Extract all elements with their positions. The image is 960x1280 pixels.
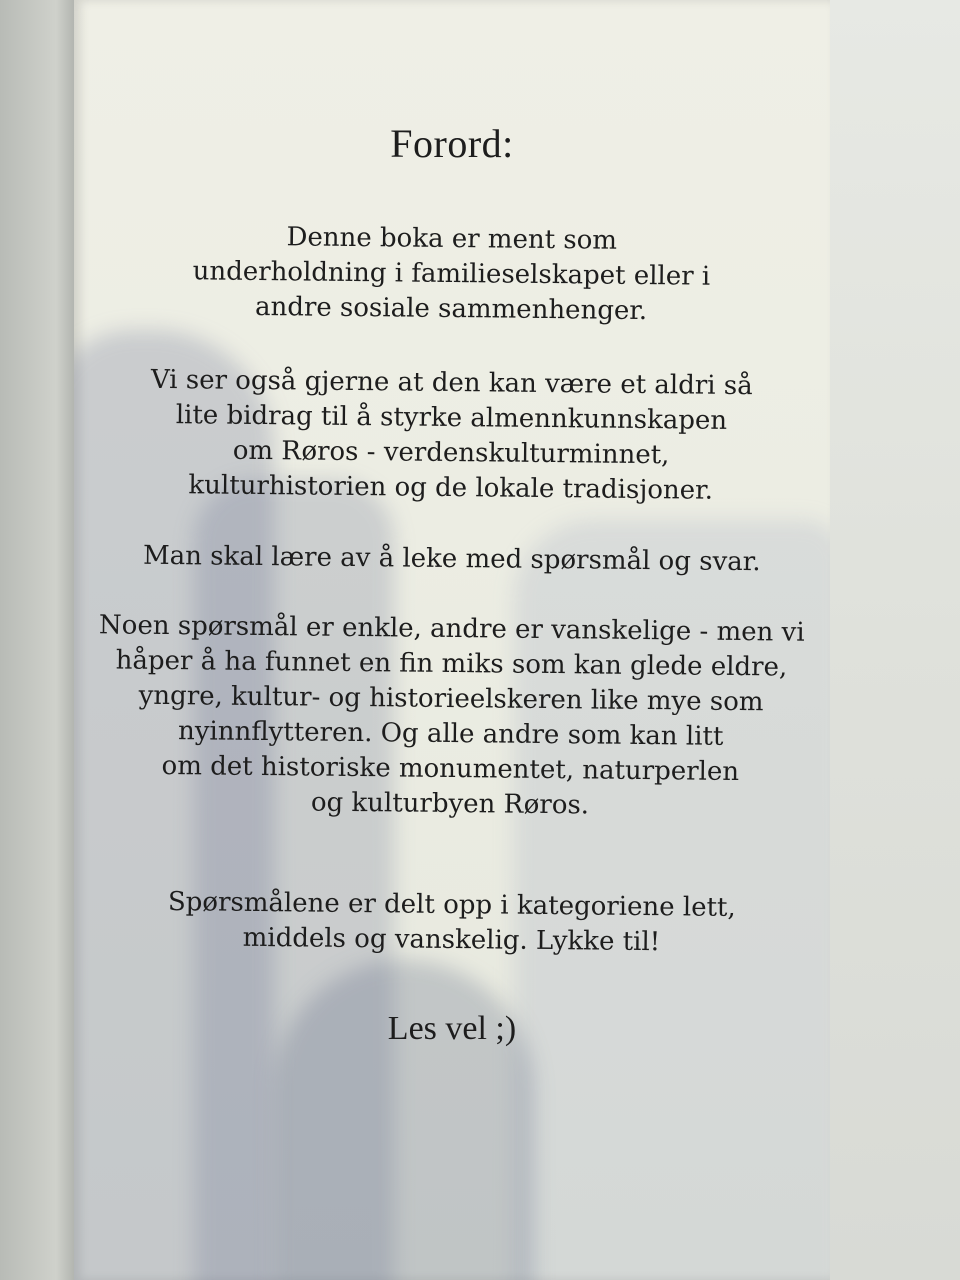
text-line: Denne boka er ment som xyxy=(286,222,618,256)
signoff: Les vel ;) xyxy=(387,1010,517,1047)
text-line: Spørsmålene er delt opp i kategoriene lett, xyxy=(167,887,736,923)
book-page xyxy=(74,0,830,1280)
hand-shadow xyxy=(194,480,394,1280)
left-page-edge xyxy=(0,0,80,1280)
paragraph-3 xyxy=(74,538,830,581)
paragraph-1 xyxy=(74,218,830,331)
paragraph-4 xyxy=(74,608,830,826)
text-line: middels og vanskelig. Lykke til! xyxy=(242,922,661,958)
text-line: om Røros - verdenskulturminnet, xyxy=(232,435,670,471)
text-line: Noen spørsmål er enkle, andre er vanskelige - men vi xyxy=(98,610,805,648)
paragraph-5 xyxy=(74,884,830,962)
hand-shadow xyxy=(274,960,534,1280)
text-line: Vi ser også gjerne at den kan være et aldri så xyxy=(150,364,753,402)
page-title: Forord: xyxy=(390,121,514,166)
text-line: andre sosiale sammenhenger. xyxy=(254,291,648,327)
text-line: Man skal lære av å leke med spørsmål og svar. xyxy=(142,540,761,578)
text-line: lite bidrag til å styrke almennkunnskapen xyxy=(175,400,728,436)
text-line: kulturhistorien og de lokale tradisjoner. xyxy=(188,470,714,506)
text-line: håper å ha funnet en fin miks som kan glede eldre, xyxy=(115,645,788,683)
text-line: yngre, kultur- og historieelskeren like mye som xyxy=(138,680,764,718)
text-line: og kulturbyen Røros. xyxy=(310,787,590,821)
text-line: om det historiske monumentet, naturperlen xyxy=(161,750,740,788)
paragraph-2 xyxy=(74,362,830,510)
text-line: underholdning i familieselskapet eller i xyxy=(192,256,711,292)
right-page-edge xyxy=(828,0,960,1280)
text-line: nyinnflytteren. Og alle andre som kan litt xyxy=(177,716,724,752)
